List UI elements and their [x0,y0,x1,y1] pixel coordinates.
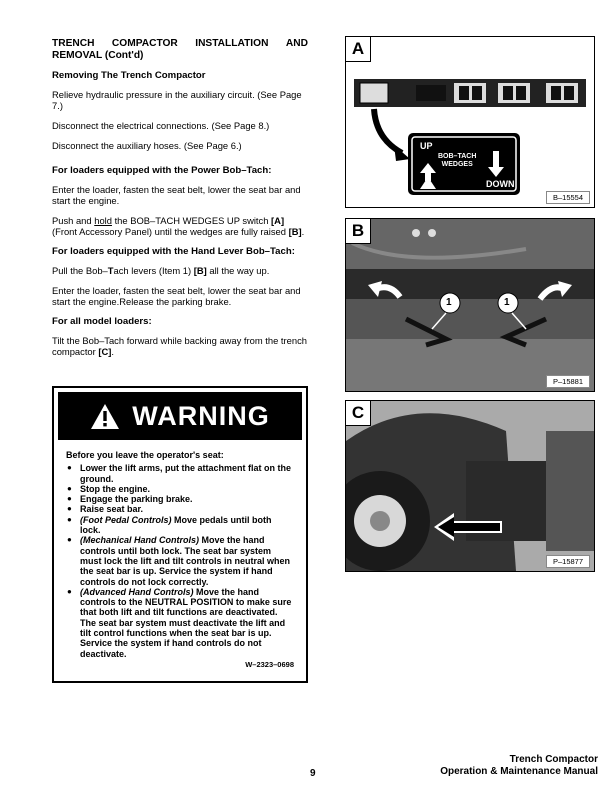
warning-list-item: ● (Mechanical Hand Controls) Move the hand controls until both lock. The seat bar system must lock the lift and tilt controls in neutral when the seat bar is up. Service the system if hand controls do not lock correctly. [66,535,294,586]
step-disconnect-electrical: Disconnect the electrical connections. (See Page 8.) [52,120,270,131]
figure-label: C [346,401,371,426]
section-heading-hand-lever: For loaders equipped with the Hand Lever Bob–Tach: [52,246,295,257]
loader-backing-away-photo [346,401,594,571]
figure-c [345,400,595,572]
step-enter-loader: Enter the loader, fasten the seat belt, lower the seat bar and start the engine. [52,184,301,206]
warning-header [58,392,302,440]
section-heading-power-bobtach: For loaders equipped with the Power Bob–Tach: [52,165,272,176]
page-number: 9 [310,768,316,779]
page-heading [52,38,308,61]
step-push-switch: Push and hold the BOB–TACH WEDGES UP switch [A] (Front Accessory Panel) until the wedges are fully raised [B]. [52,215,305,237]
warning-code: W–2323–0698 [245,659,294,669]
figure-ref: P–15881 [546,375,590,388]
warning-list-item: ● Raise seat bar. [66,504,294,514]
figure-ref: P–15877 [546,555,590,568]
heading-word: TRENCH [52,38,95,49]
step-tilt-back-away: Tilt the Bob–Tach forward while backing away from the trench compactor [C]. [52,335,307,357]
switch-label-name: BOB–TACH WEDGES [438,153,477,168]
step-enter-release: Enter the loader, fasten the seat belt, lower the seat bar and start the engine.Release the parking brake. [52,285,301,307]
heading-word: COMPACTOR [111,38,178,49]
warning-list [66,463,294,659]
step-pull-levers: Pull the Bob–Tach levers (Item 1) [B] all the way up. [52,265,270,276]
figure-label: A [346,37,371,62]
footer-title: Trench Compactor Operation & Maintenance Manual [440,754,598,777]
accessory-panel-illustration [346,37,594,207]
warning-list-item: ● Stop the engine. [66,484,294,494]
switch-label-down: DOWN [486,179,515,189]
section-heading-all-models: For all model loaders: [52,316,152,327]
text-column [52,38,308,366]
callout-item-1: 1 [504,297,510,308]
callout-item-1: 1 [446,297,452,308]
warning-list-item: ● (Advanced Hand Controls) Move the hand controls to the NEUTRAL POSITION to make sure that both lift and tilt functions are deactivated. The seat bar system must deactivate the lift and tilt control functions when the seat bar is up. Service the system if hand controls do not deactivate. [66,587,294,659]
step-relieve-pressure: Relieve hydraulic pressure in the auxiliary circuit. (See Page 7.) [52,89,302,111]
heading-word: INSTALLATION [195,38,269,49]
warning-title: WARNING [132,400,270,431]
warning-list-item: ● Engage the parking brake. [66,494,294,504]
figure-a [345,36,595,208]
heading-word: AND [285,38,308,49]
warning-list-item: ● Lower the lift arms, put the attachment flat on the ground. [66,463,294,484]
warning-list-item: ● (Foot Pedal Controls) Move pedals until both lock. [66,515,294,536]
warning-triangle-icon [90,403,120,430]
warning-intro: Before you leave the operator's seat: [66,450,224,460]
step-disconnect-hoses: Disconnect the auxiliary hoses. (See Page 6.) [52,140,242,151]
warning-body [54,444,306,670]
hand-lever-photo [346,219,594,391]
figure-label: B [346,219,371,244]
heading-line2: REMOVAL (Cont'd) [52,49,144,61]
warning-box [52,386,308,683]
figure-b [345,218,595,392]
figure-ref: B–15554 [546,191,590,204]
section-heading-removing: Removing The Trench Compactor [52,70,206,81]
switch-label-up: UP [420,141,433,151]
